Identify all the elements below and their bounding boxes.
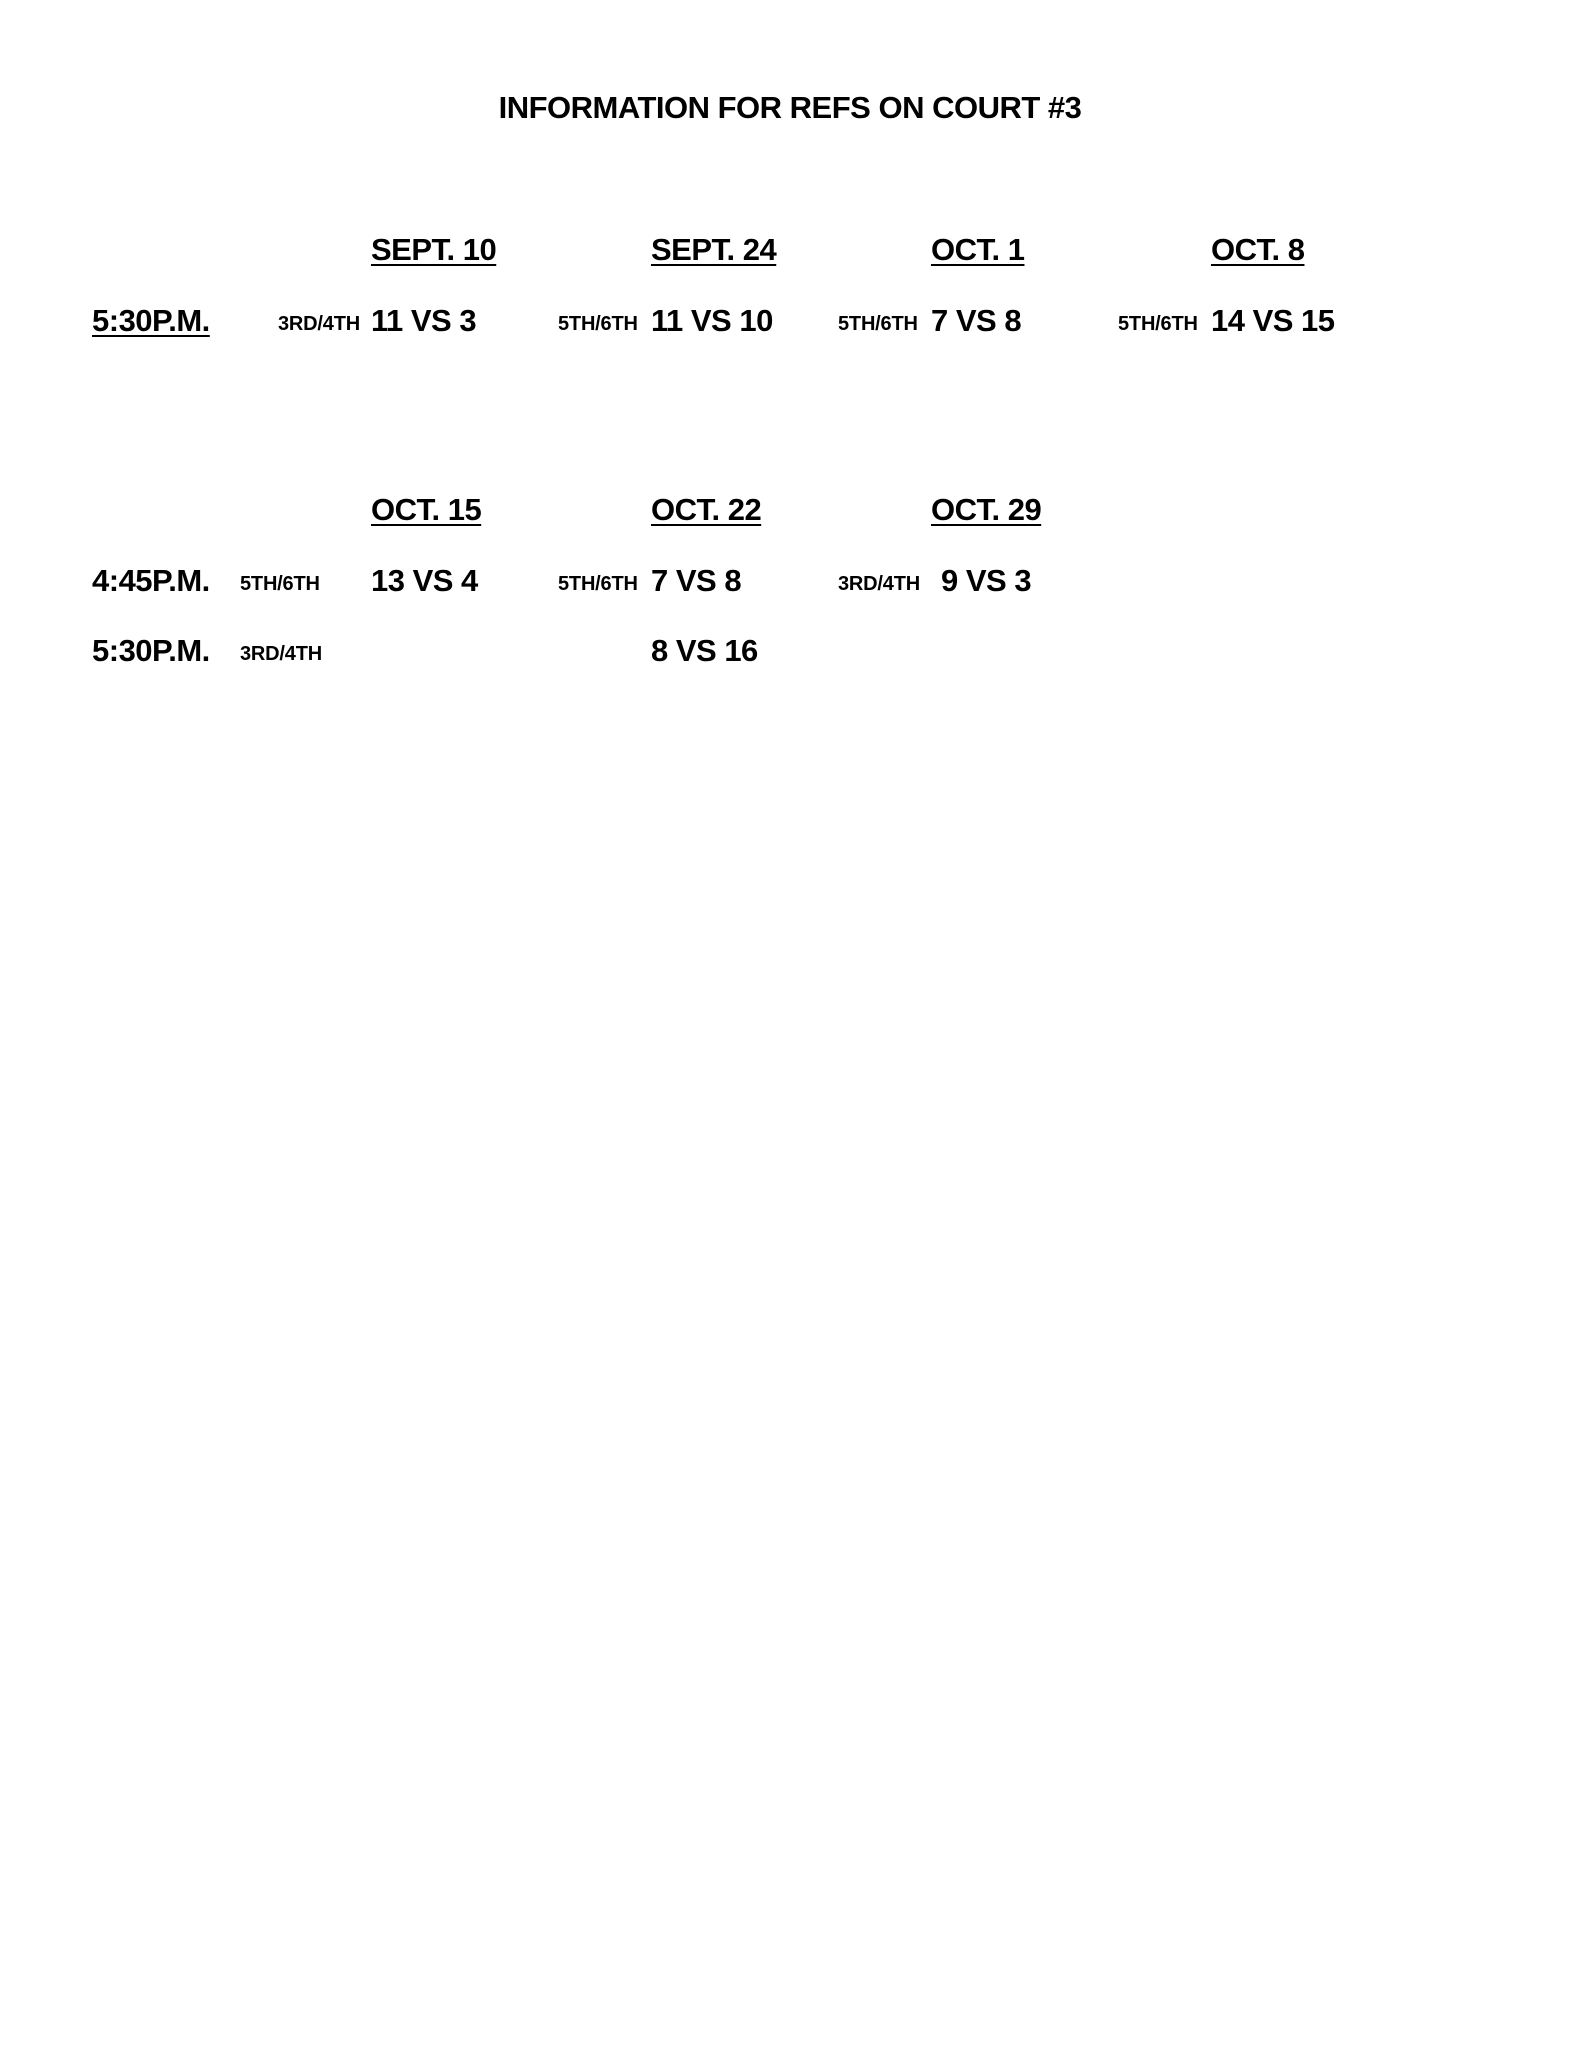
game-matchup: 7 VS 8: [651, 563, 742, 598]
grade-label: 3RD/4TH: [278, 313, 360, 335]
game-matchup: 14 VS 15: [1211, 303, 1335, 338]
date-header: SEPT. 10: [371, 232, 497, 267]
date-header: SEPT. 24: [651, 232, 777, 267]
time-label: 4:45P.M.: [92, 563, 210, 598]
page-title: INFORMATION FOR REFS ON COURT #3: [498, 90, 1082, 125]
grade-label: 5TH/6TH: [558, 573, 638, 595]
game-matchup: 13 VS 4: [371, 563, 478, 598]
game-matchup: 11 VS 3: [371, 303, 477, 338]
grade-label: 5TH/6TH: [838, 313, 918, 335]
time-label: 5:30P.M.: [92, 633, 210, 668]
grade-label: 3RD/4TH: [838, 573, 920, 595]
game-matchup: 7 VS 8: [931, 303, 1022, 338]
game-matchup: 11 VS 10: [651, 303, 773, 338]
grade-label: 5TH/6TH: [1118, 313, 1198, 335]
date-header: OCT. 22: [651, 492, 762, 527]
time-label: 5:30P.M.: [92, 303, 210, 338]
date-header: OCT. 8: [1211, 232, 1305, 267]
date-header: OCT. 1: [931, 232, 1025, 267]
grade-label: 3RD/4TH: [240, 643, 322, 665]
date-header: OCT. 15: [371, 492, 482, 527]
game-matchup: 8 VS 16: [651, 633, 758, 668]
grade-label: 5TH/6TH: [558, 313, 638, 335]
date-header: OCT. 29: [931, 492, 1042, 527]
game-matchup: 9 VS 3: [941, 563, 1032, 598]
grade-label: 5TH/6TH: [240, 573, 320, 595]
